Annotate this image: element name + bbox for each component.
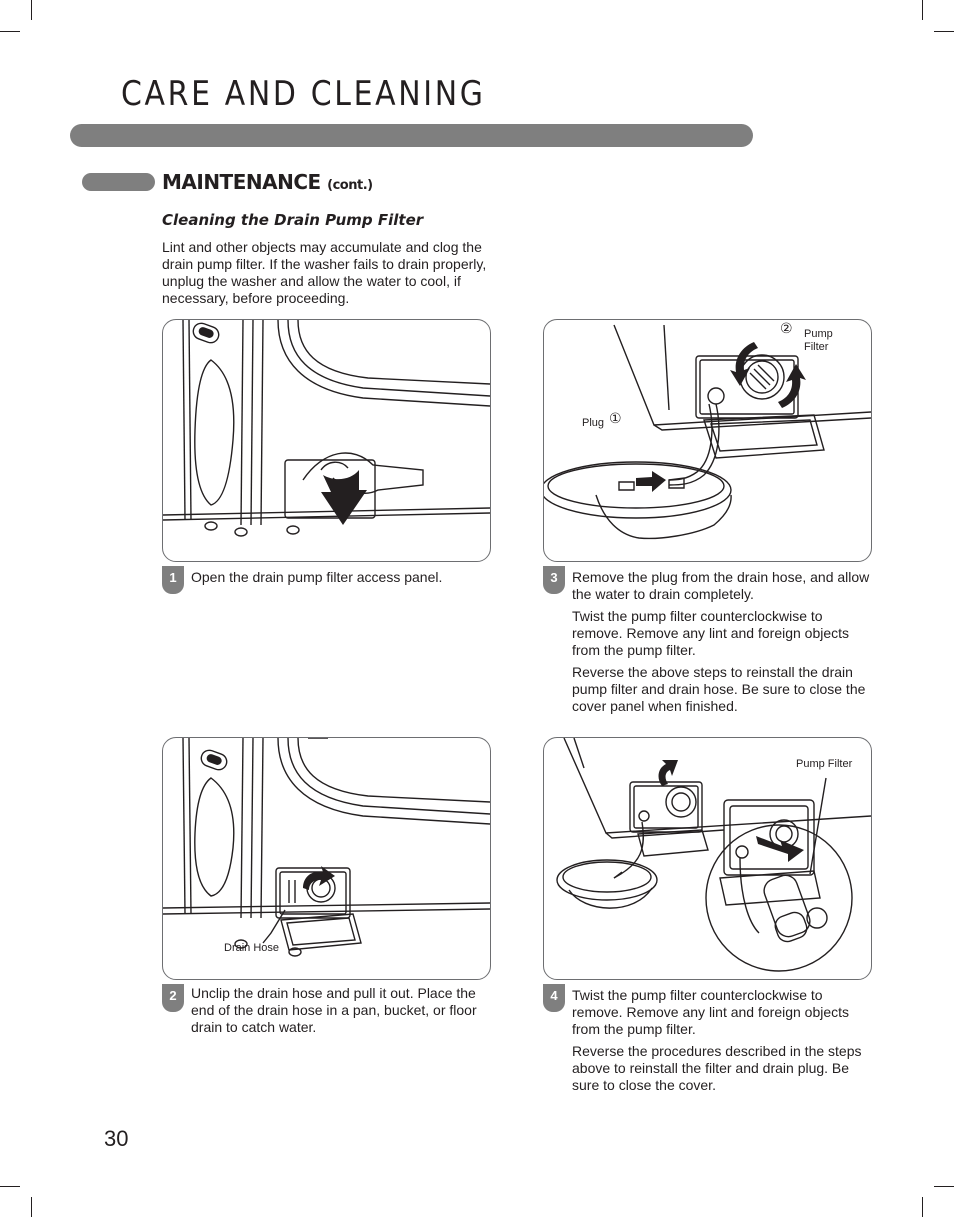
callout-1-marker: ① [609, 410, 622, 426]
crop-mark [934, 31, 954, 32]
step-2-paragraph: Unclip the drain hose and pull it out. Place the end of the drain hose in a pan, bucket, or floor drain to catch water. [191, 985, 477, 1035]
step-2-illustration [162, 737, 491, 980]
step-1-text [191, 569, 491, 591]
crop-mark [0, 31, 20, 32]
pump-filter-label-line2: Filter [804, 341, 829, 353]
step-3-number: 3 [543, 566, 565, 594]
drain-plug-and-filter-illustration [544, 320, 871, 561]
step-2-number: 2 [162, 984, 184, 1012]
title-bar [70, 124, 753, 147]
section-title [162, 170, 373, 194]
drain-hose-illustration [163, 738, 490, 979]
plug-label: Plug [582, 417, 605, 429]
section-title-text: MAINTENANCE [162, 170, 321, 194]
crop-mark [922, 0, 923, 20]
crop-mark [31, 0, 32, 20]
crop-mark [922, 1197, 923, 1217]
washer-open-panel-illustration [163, 320, 490, 561]
page-number: 30 [104, 1126, 129, 1151]
page-title: CARE AND CLEANING [121, 74, 486, 114]
section-title-suffix: (cont.) [327, 178, 373, 193]
crop-mark [31, 1197, 32, 1217]
step-2-text [191, 985, 481, 1041]
section-pill [82, 173, 155, 191]
step-3-paragraph-3: Reverse the above steps to reinstall the drain pump filter and drain hose. Be sure to close the cover panel when finished. [572, 664, 866, 714]
step-1-paragraph: Open the drain pump filter access panel. [191, 569, 443, 585]
step-1-number: 1 [162, 566, 184, 594]
step-4-paragraph-1: Twist the pump filter counterclockwise to remove. Remove any lint and foreign objects from the pump filter. [572, 987, 850, 1037]
pump-filter-label-line1: Pump [804, 328, 833, 340]
crop-mark [934, 1186, 954, 1187]
step-4-number: 4 [543, 984, 565, 1012]
crop-mark [0, 1186, 20, 1187]
callout-2-marker: ② [780, 320, 793, 336]
drain-hose-label: Drain Hose [224, 942, 280, 954]
pump-filter-removal-illustration [544, 738, 871, 979]
step-4-illustration [543, 737, 872, 980]
pump-filter-label: Pump Filter [796, 758, 853, 770]
step-4-paragraph-2: Reverse the procedures described in the steps above to reinstall the filter and drain plug. Be sure to close the cover. [572, 1043, 862, 1093]
subsection-title: Cleaning the Drain Pump Filter [162, 211, 424, 229]
step-3-text [572, 569, 872, 720]
step-3-paragraph-1: Remove the plug from the drain hose, and allow the water to drain completely. [572, 569, 870, 602]
intro-paragraph: Lint and other objects may accumulate and clog the drain pump filter. If the washer fails to drain properly, unplug the washer and allow the water to cool, if necessary, before proceeding. [162, 239, 487, 306]
step-3-illustration [543, 319, 872, 562]
step-3-paragraph-2: Twist the pump filter counterclockwise to remove. Remove any lint and foreign objects from the pump filter. [572, 608, 850, 658]
step-1-illustration [162, 319, 491, 562]
step-4-text [572, 987, 872, 1099]
